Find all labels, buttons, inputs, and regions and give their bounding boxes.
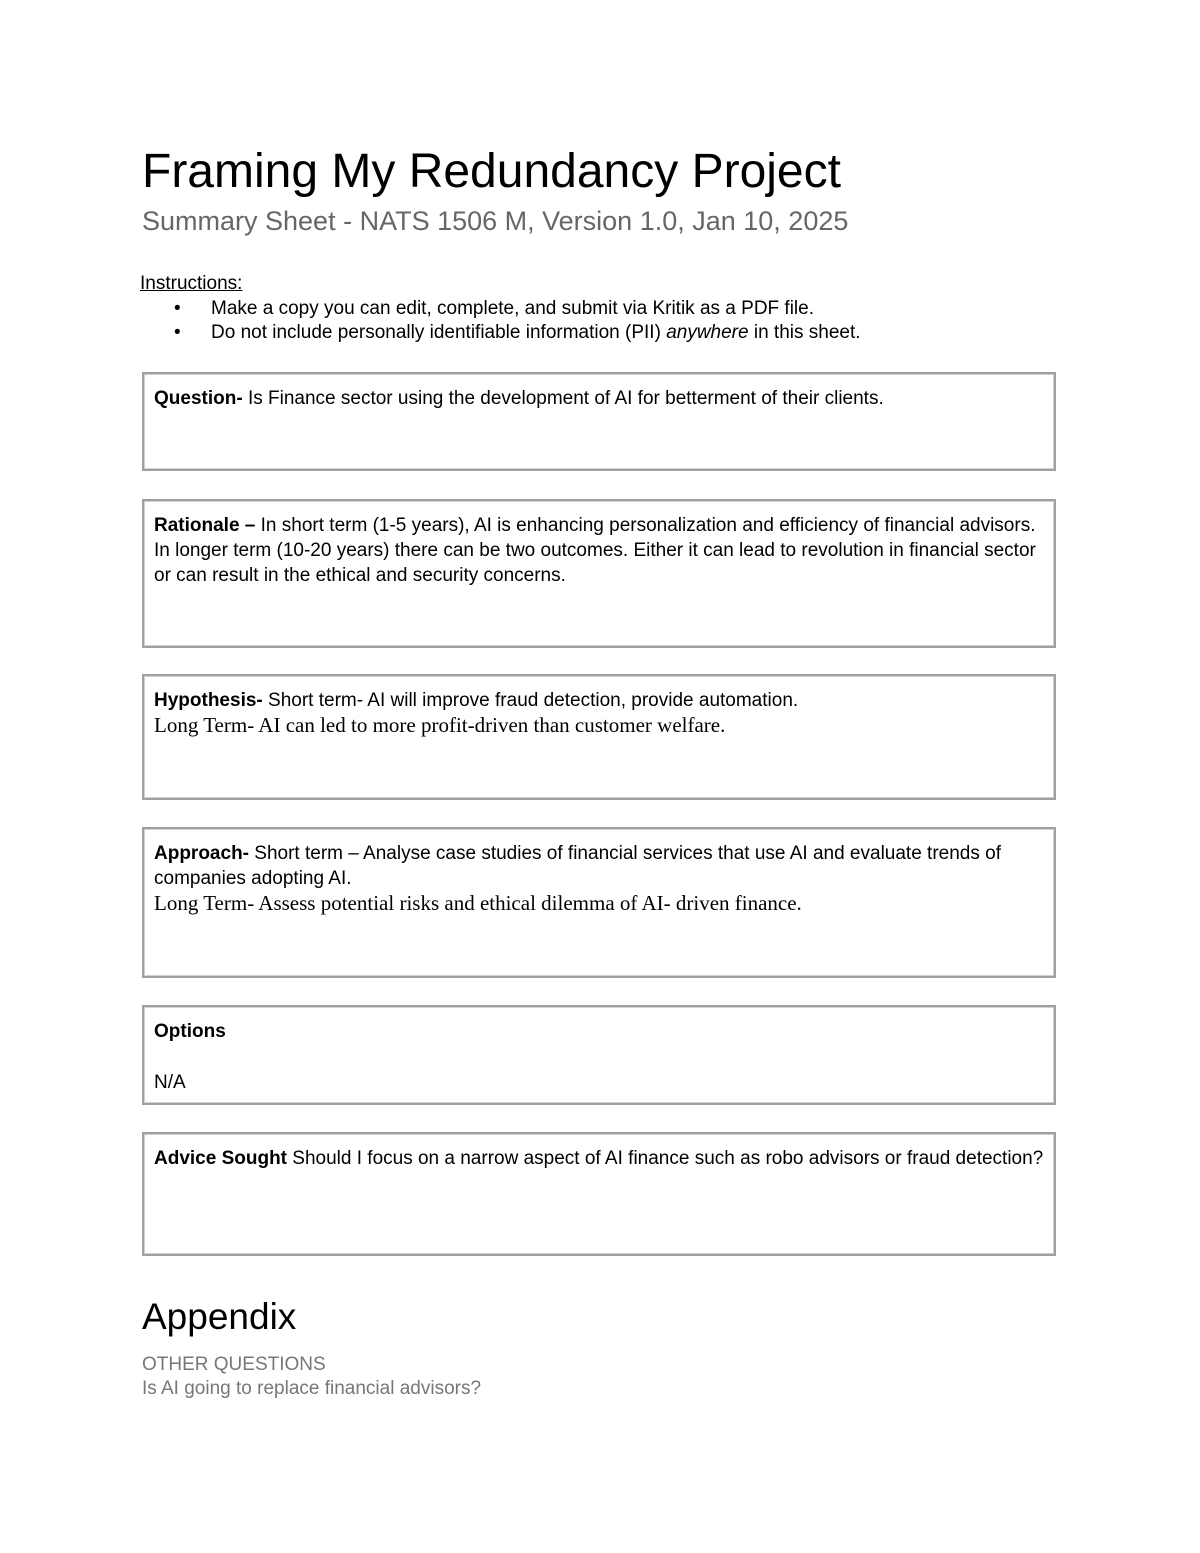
question-label: Question- — [154, 388, 243, 409]
other-question: Is AI going to replace financial advisors? — [142, 1378, 482, 1399]
question-text: Is Finance sector using the development of AI for betterment of their clients. — [242, 388, 884, 409]
page-title: Framing My Redundancy Project — [142, 145, 841, 198]
hypothesis-text: Short term- AI will improve fraud detection, provide automation. — [262, 690, 799, 711]
hypothesis-label: Hypothesis- — [154, 690, 263, 711]
options-text: N/A — [154, 1072, 186, 1093]
hypothesis-box[interactable] — [142, 674, 1056, 800]
question-box[interactable] — [142, 372, 1056, 471]
instructions-label: Instructions: — [140, 273, 243, 294]
instruction-item — [140, 321, 861, 345]
hypothesis-long-term: Long Term- AI can led to more profit-driven than customer welfare. — [154, 713, 726, 737]
rationale-text: In short term (1-5 years), AI is enhancing personalization and efficiency of financial advisors. In longer term (10-20 years) there can be two outcomes. Either it can lead to revolution in financial sector or can result in the ethical and security concerns. — [154, 515, 1036, 586]
appendix-heading: Appendix — [142, 1296, 297, 1337]
advice-text: Should I focus on a narrow aspect of AI finance such as robo advisors or fraud detection? — [287, 1148, 1044, 1169]
instruction-emphasis: anywhere — [666, 322, 749, 343]
instruction-item: • Make a copy you can edit, complete, and submit via Kritik as a PDF file. — [140, 297, 861, 321]
approach-box[interactable] — [142, 827, 1056, 978]
rationale-label: Rationale – — [154, 515, 256, 536]
approach-label: Approach- — [154, 843, 249, 864]
page-subtitle: Summary Sheet - NATS 1506 M, Version 1.0, Jan 10, 2025 — [142, 206, 849, 236]
advice-box[interactable] — [142, 1132, 1056, 1256]
approach-text: Short term – Analyse case studies of financial services that use AI and evaluate trends of companies adopting AI. — [154, 843, 1001, 889]
options-box[interactable] — [142, 1005, 1056, 1105]
options-label: Options — [154, 1021, 226, 1042]
approach-long-term: Long Term- Assess potential risks and ethical dilemma of AI- driven finance. — [154, 891, 802, 915]
instruction-text: in this sheet. — [748, 322, 861, 343]
rationale-box[interactable] — [142, 499, 1056, 648]
other-questions-heading: OTHER QUESTIONS — [142, 1354, 326, 1375]
advice-label: Advice Sought — [154, 1148, 288, 1169]
instruction-text: Do not include personally identifiable information (PII) — [211, 322, 667, 343]
instructions-list — [140, 297, 861, 345]
